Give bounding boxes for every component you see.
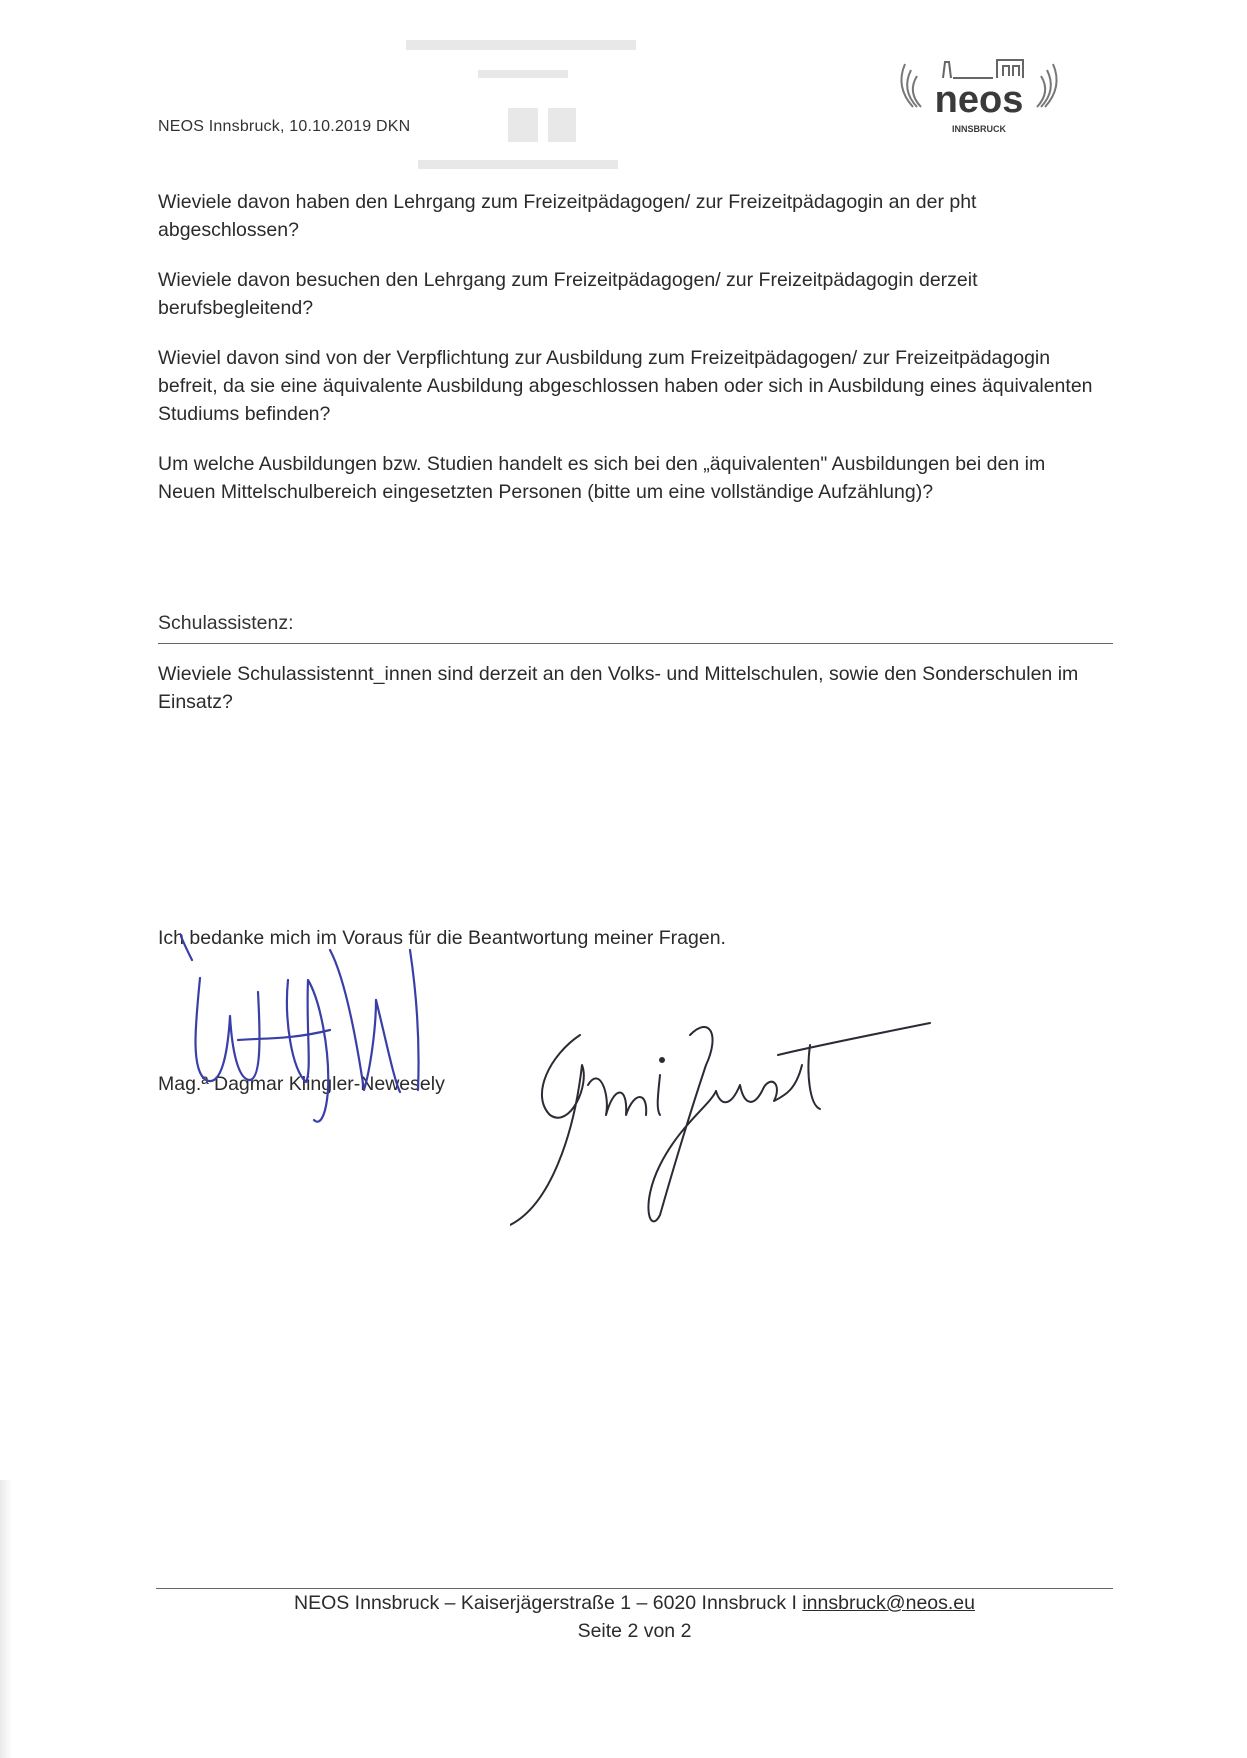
footer-address: NEOS Innsbruck – Kaiserjägerstraße 1 – 6020 Innsbruck I: [294, 1592, 803, 1614]
handwritten-signature-2: [510, 1005, 950, 1235]
received-stamp-mark: [398, 28, 718, 178]
question-3: Wieviel davon sind von der Verpflichtung zur Ausbildung zum Freizeitpädagogen/ zur Freizeitpädagogin befreit, da sie eine äquivalente Ausbildung abgeschlossen haben oder sich in Ausbildung eines äquivalenten Studiums befinden?: [158, 347, 1093, 425]
logo-wordmark: neos: [934, 79, 1024, 121]
page-number: Seite 2 von 2: [577, 1620, 692, 1642]
handwritten-signature-1: [180, 920, 480, 1140]
closing-sentence: Ich bedanke mich im Voraus für die Beantwortung meiner Fragen.: [158, 927, 726, 949]
neos-logo: [893, 52, 1068, 138]
section-question: Wieviele Schulassistennt_innen sind derzeit an den Volks- und Mittelschulen, sowie den Sonderschulen im Einsatz?: [158, 663, 1079, 713]
section-heading: Schulassistenz:: [158, 612, 294, 634]
footer-email-link[interactable]: innsbruck@neos.eu: [802, 1592, 975, 1614]
scan-edge-shadow: [0, 1480, 12, 1758]
question-4: Um welche Ausbildungen bzw. Studien handelt es sich bei den „äquivalenten" Ausbildungen bei den im Neuen Mittelschulbereich eingesetzten Personen (bitte um eine vollständige Aufzählung)?: [158, 453, 1046, 503]
footer-divider: [156, 1588, 1113, 1589]
header-reference: NEOS Innsbruck, 10.10.2019 DKN: [158, 118, 411, 135]
question-1: Wieviele davon haben den Lehrgang zum Freizeitpädagogen/ zur Freizeitpädagogin an der pht abgeschlossen?: [158, 191, 977, 241]
question-2: Wieviele davon besuchen den Lehrgang zum Freizeitpädagogen/ zur Freizeitpädagogin derzeit berufsbegleitend?: [158, 269, 978, 319]
section-divider: [158, 643, 1113, 644]
footer-address-line: [156, 1592, 1113, 1615]
logo-subtext: INNSBRUCK: [952, 124, 1006, 134]
signer-name: Mag.ª Dagmar Klingler-Newesely: [158, 1073, 445, 1095]
